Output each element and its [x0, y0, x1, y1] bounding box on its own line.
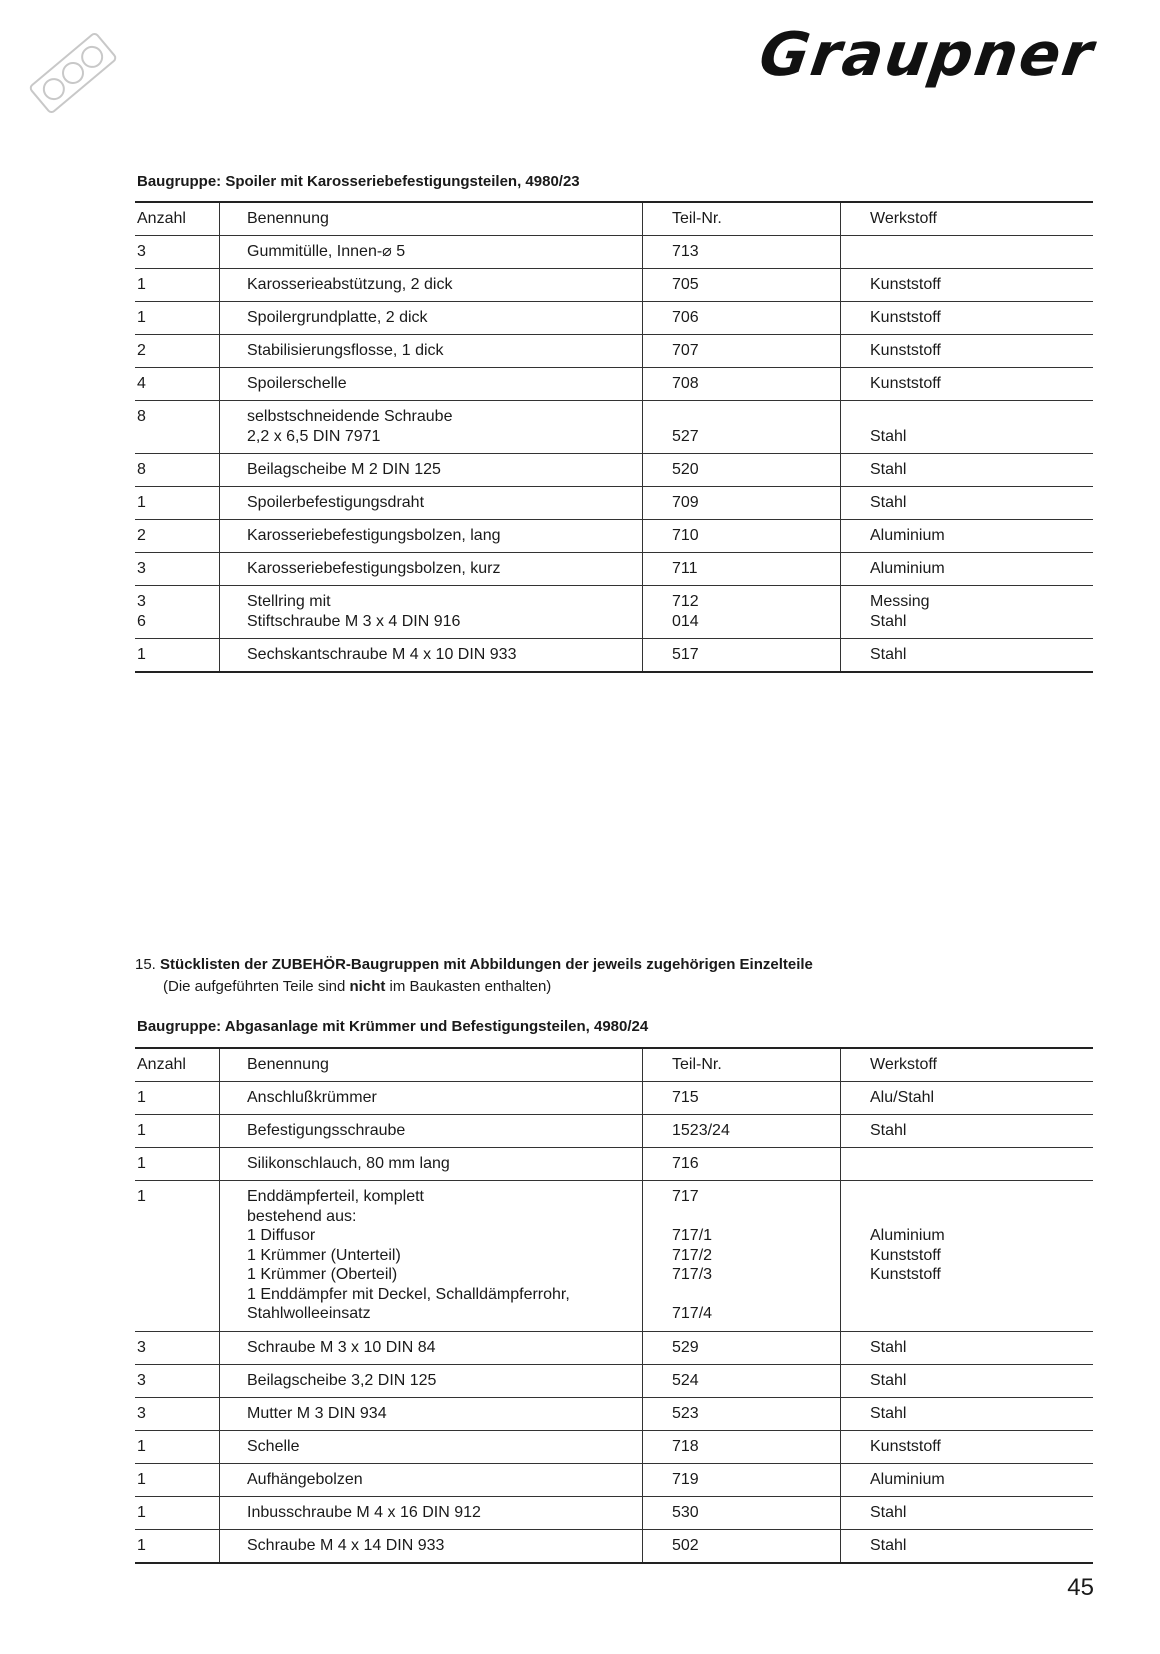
column-header-label: Teil-Nr.: [672, 210, 722, 228]
material-cell: [841, 1497, 1093, 1529]
cell-line: Mutter M 3 DIN 934: [247, 1404, 387, 1422]
cell-line: 1: [137, 1470, 146, 1488]
table-row: [135, 553, 1093, 586]
table-row: [135, 401, 1093, 454]
cell-line: Silikonschlauch, 80 mm lang: [247, 1155, 450, 1172]
part-number-cell: [643, 236, 841, 268]
name-cell: [220, 1464, 643, 1496]
material-cell: [841, 1398, 1093, 1430]
section15-number: 15.: [135, 956, 156, 973]
cell-line: Stahl: [870, 494, 907, 511]
cell-line: Anschlußkrümmer: [247, 1089, 377, 1106]
cell-line: 8: [137, 461, 146, 478]
cell-line: Stahl: [870, 646, 907, 663]
cell-line: Stabilisierungsflosse, 1 dick: [247, 342, 444, 359]
table-row: [135, 1148, 1093, 1181]
cell-line: 717/1: [672, 1227, 713, 1244]
cell-line: Beilagscheibe M 2 DIN 125: [247, 461, 441, 478]
cell-line: Stiftschraube M 3 x 4 DIN 916: [247, 612, 461, 630]
cell-line: 524: [672, 1371, 699, 1389]
cell-line: [137, 1207, 219, 1227]
cell-line: 717: [672, 1188, 699, 1205]
name-cell: [220, 1115, 643, 1147]
cell-line: Karosseriebefestigungsbolzen, kurz: [247, 560, 501, 577]
material-cell: [841, 236, 1093, 268]
material-cell: [841, 1431, 1093, 1463]
table-row: [135, 1530, 1093, 1564]
cell-line: 523: [672, 1404, 699, 1422]
table-row: [135, 1431, 1093, 1464]
cell-line: Aluminium: [870, 1227, 945, 1244]
section15-subtitle: [163, 978, 551, 995]
cell-line: 4: [137, 375, 146, 392]
cell-line: 1 Krümmer (Oberteil): [247, 1266, 398, 1283]
cell-line: [870, 242, 1093, 262]
cell-line: 711: [672, 560, 698, 577]
column-header-label: Werkstoff: [870, 210, 937, 228]
cell-line: [137, 1246, 219, 1266]
cell-line: [870, 1304, 1093, 1324]
parts-table-spoiler: [135, 201, 1093, 673]
cell-line: Spoilerbefestigungsdraht: [247, 494, 425, 511]
cell-line: Spoilergrundplatte, 2 dick: [247, 309, 428, 326]
cell-line: Kunststoff: [870, 342, 941, 359]
cell-line: 1: [137, 1437, 146, 1455]
cell-line: 716: [672, 1155, 699, 1172]
cell-line: Stahl: [870, 1371, 907, 1389]
cell-line: [137, 1304, 219, 1324]
cell-line: 6: [137, 612, 146, 630]
cell-line: Kunststoff: [870, 375, 941, 392]
material-cell: [841, 302, 1093, 334]
material-cell: [841, 586, 1093, 638]
qty-cell: [135, 1148, 220, 1180]
qty-cell: [135, 401, 220, 453]
cell-line: 706: [672, 309, 699, 326]
cell-line: 530: [672, 1503, 699, 1521]
cell-line: Befestigungsschraube: [247, 1122, 406, 1139]
cell-line: 502: [672, 1536, 699, 1554]
name-cell: [220, 1530, 643, 1562]
material-cell: [841, 639, 1093, 671]
column-header: [220, 1049, 643, 1081]
part-number-cell: [643, 1115, 841, 1147]
name-cell: [220, 335, 643, 367]
table-row: [135, 302, 1093, 335]
name-cell: [220, 454, 643, 486]
cell-line: 1: [137, 309, 146, 326]
part-number-cell: [643, 302, 841, 334]
cell-line: Gummitülle, Innen-⌀ 5: [247, 243, 406, 260]
part-number-cell: [643, 1497, 841, 1529]
cell-line: 8: [137, 408, 146, 425]
qty-cell: [135, 236, 220, 268]
cell-line: 1: [137, 646, 146, 663]
part-number-cell: [643, 368, 841, 400]
cell-line: [137, 427, 219, 447]
column-header-label: Anzahl: [137, 1056, 186, 1074]
cell-line: 718: [672, 1437, 699, 1455]
name-cell: [220, 269, 643, 301]
cell-line: Aluminium: [870, 527, 945, 544]
material-cell: [841, 401, 1093, 453]
cell-line: Kunststoff: [870, 309, 941, 326]
cell-line: [137, 1285, 219, 1305]
cell-line: Kunststoff: [870, 1246, 941, 1264]
cell-line: 3: [137, 1371, 146, 1389]
part-number-cell: [643, 586, 841, 638]
column-header: [643, 1049, 841, 1081]
cell-line: 717/3: [672, 1266, 713, 1283]
cell-line: 014: [672, 612, 699, 630]
table-row: [135, 269, 1093, 302]
column-header: [841, 203, 1093, 235]
cell-line: 1 Diffusor: [247, 1227, 316, 1244]
material-cell: [841, 335, 1093, 367]
section15-sub-post: im Baukasten enthalten): [385, 978, 552, 995]
cell-line: 717/2: [672, 1246, 713, 1264]
cell-line: 1: [137, 1155, 146, 1172]
column-header: [841, 1049, 1093, 1081]
part-number-cell: [643, 454, 841, 486]
table-row: [135, 1365, 1093, 1398]
cell-line: [672, 1207, 840, 1227]
table-row: [135, 1497, 1093, 1530]
cell-line: Stahl: [870, 1338, 907, 1356]
cell-line: selbstschneidende Schraube: [247, 408, 453, 425]
cell-line: [870, 1187, 1093, 1207]
part-number-cell: [643, 1431, 841, 1463]
table-row: [135, 520, 1093, 553]
cell-line: 1: [137, 276, 146, 293]
cell-line: [870, 1154, 1093, 1174]
material-cell: [841, 1332, 1093, 1364]
cell-line: Aluminium: [870, 560, 945, 577]
table-row: [135, 639, 1093, 673]
column-header-label: Teil-Nr.: [672, 1056, 722, 1074]
qty-cell: [135, 1398, 220, 1430]
cell-line: Inbusschraube M 4 x 16 DIN 912: [247, 1503, 481, 1521]
section1-heading: Baugruppe: Spoiler mit Karosseriebefestigungsteilen, 4980/23: [137, 173, 580, 190]
cell-line: 520: [672, 461, 699, 478]
material-cell: [841, 1365, 1093, 1397]
material-cell: [841, 1082, 1093, 1114]
part-number-cell: [643, 639, 841, 671]
graupner-logo: Graupner: [755, 20, 1099, 90]
material-cell: [841, 269, 1093, 301]
cell-line: [672, 407, 840, 427]
cell-line: [870, 407, 1093, 427]
part-number-cell: [643, 553, 841, 585]
section2-heading: Baugruppe: Abgasanlage mit Krümmer und Befestigungsteilen, 4980/24: [137, 1018, 649, 1035]
cell-line: Stahl: [870, 427, 907, 445]
material-cell: [841, 1181, 1093, 1331]
name-cell: [220, 1181, 643, 1331]
name-cell: [220, 401, 643, 453]
section15-sub-pre: (Die aufgeführten Teile sind: [163, 978, 350, 995]
column-header-label: Benennung: [247, 1056, 329, 1074]
material-cell: [841, 1464, 1093, 1496]
name-cell: [220, 1398, 643, 1430]
qty-cell: [135, 269, 220, 301]
qty-cell: [135, 1082, 220, 1114]
cell-line: 713: [672, 243, 699, 260]
cell-line: 3: [137, 1404, 146, 1422]
name-cell: [220, 1332, 643, 1364]
cell-line: Enddämpferteil, komplett: [247, 1188, 424, 1205]
cell-line: 707: [672, 342, 699, 359]
name-cell: [220, 1148, 643, 1180]
name-cell: [220, 1497, 643, 1529]
cell-line: Kunststoff: [870, 1437, 941, 1455]
qty-cell: [135, 586, 220, 638]
cell-line: 709: [672, 494, 699, 511]
cell-line: [870, 1285, 1093, 1305]
qty-cell: [135, 1365, 220, 1397]
cell-line: 2: [137, 527, 146, 544]
cell-line: 717/4: [672, 1305, 713, 1322]
cell-line: Stahl: [870, 1536, 907, 1554]
part-number-cell: [643, 1332, 841, 1364]
cell-line: 1: [137, 1536, 146, 1554]
cell-line: Alu/Stahl: [870, 1089, 935, 1106]
material-cell: [841, 454, 1093, 486]
cell-line: Kunststoff: [870, 276, 941, 293]
table-row: [135, 1181, 1093, 1332]
table-row: [135, 335, 1093, 368]
name-cell: [220, 586, 643, 638]
table-row: [135, 1464, 1093, 1497]
cell-line: 1: [137, 1503, 146, 1521]
qty-cell: [135, 1115, 220, 1147]
qty-cell: [135, 1530, 220, 1562]
cell-line: 3: [137, 243, 146, 260]
cell-line: 1 Krümmer (Unterteil): [247, 1246, 401, 1264]
cell-line: 529: [672, 1338, 699, 1356]
cell-line: 1: [137, 1188, 146, 1205]
part-number-cell: [643, 487, 841, 519]
cell-line: Stahl: [870, 461, 907, 478]
cell-line: 719: [672, 1470, 699, 1488]
cell-line: 715: [672, 1089, 699, 1106]
cell-line: Spoilerschelle: [247, 375, 347, 392]
cell-line: 3: [137, 560, 146, 577]
cell-line: Aluminium: [870, 1470, 945, 1488]
cell-line: Messing: [870, 593, 930, 610]
table-row: [135, 1332, 1093, 1365]
qty-cell: [135, 553, 220, 585]
material-cell: [841, 1115, 1093, 1147]
section15-sub-bold: nicht: [349, 978, 386, 995]
column-header: [135, 1049, 220, 1081]
rc-paper-stamp-logo: [18, 18, 128, 128]
name-cell: [220, 1365, 643, 1397]
part-number-cell: [643, 1398, 841, 1430]
column-header-label: Benennung: [247, 210, 329, 228]
name-cell: [220, 368, 643, 400]
cell-line: 708: [672, 375, 699, 392]
parts-table-exhaust: [135, 1047, 1093, 1564]
qty-cell: [135, 520, 220, 552]
section15-title: [135, 956, 813, 973]
table-row: [135, 586, 1093, 639]
cell-line: [137, 1226, 219, 1246]
part-number-cell: [643, 1365, 841, 1397]
cell-line: Kunststoff: [870, 1266, 941, 1283]
cell-line: 710: [672, 527, 699, 544]
column-header-label: Anzahl: [137, 210, 186, 228]
cell-line: 1523/24: [672, 1122, 730, 1139]
cell-line: Stahl: [870, 1122, 907, 1139]
qty-cell: [135, 1181, 220, 1331]
cell-line: 705: [672, 276, 699, 293]
material-cell: [841, 520, 1093, 552]
cell-line: Schraube M 4 x 14 DIN 933: [247, 1536, 445, 1554]
table-row: [135, 368, 1093, 401]
material-cell: [841, 487, 1093, 519]
cell-line: Sechskantschraube M 4 x 10 DIN 933: [247, 646, 517, 663]
cell-line: [870, 1207, 1093, 1227]
cell-line: 3: [137, 593, 146, 610]
cell-line: bestehend aus:: [247, 1207, 357, 1225]
part-number-cell: [643, 520, 841, 552]
name-cell: [220, 1082, 643, 1114]
cell-line: Stahl: [870, 1404, 907, 1422]
cell-line: Stahl: [870, 612, 907, 630]
cell-line: 712: [672, 593, 699, 610]
cell-line: Aufhängebolzen: [247, 1470, 363, 1488]
part-number-cell: [643, 335, 841, 367]
table-row: [135, 1398, 1093, 1431]
qty-cell: [135, 335, 220, 367]
page-number: 45: [1067, 1574, 1094, 1601]
table-row: [135, 487, 1093, 520]
material-cell: [841, 1530, 1093, 1562]
qty-cell: [135, 1464, 220, 1496]
material-cell: [841, 1148, 1093, 1180]
cell-line: 1: [137, 1122, 146, 1139]
column-header: [643, 203, 841, 235]
part-number-cell: [643, 1530, 841, 1562]
material-cell: [841, 368, 1093, 400]
cell-line: Karosserieabstützung, 2 dick: [247, 276, 453, 293]
section15-title-bold: Stücklisten der ZUBEHÖR-Baugruppen mit Abbildungen der jeweils zugehörigen Einzelteile: [160, 956, 813, 973]
qty-cell: [135, 1332, 220, 1364]
cell-line: Karosseriebefestigungsbolzen, lang: [247, 527, 501, 544]
qty-cell: [135, 639, 220, 671]
qty-cell: [135, 302, 220, 334]
cell-line: 527: [672, 427, 699, 445]
qty-cell: [135, 454, 220, 486]
cell-line: 1: [137, 1089, 146, 1106]
column-header-label: Werkstoff: [870, 1056, 937, 1074]
cell-line: 2: [137, 342, 146, 359]
part-number-cell: [643, 1148, 841, 1180]
part-number-cell: [643, 269, 841, 301]
name-cell: [220, 236, 643, 268]
name-cell: [220, 520, 643, 552]
cell-line: Beilagscheibe 3,2 DIN 125: [247, 1371, 437, 1389]
cell-line: Stahlwolleeinsatz: [247, 1305, 371, 1322]
cell-line: 3: [137, 1338, 146, 1356]
qty-cell: [135, 487, 220, 519]
column-header: [135, 203, 220, 235]
cell-line: Stahl: [870, 1503, 907, 1521]
table-header-row: [135, 201, 1093, 236]
cell-line: Schraube M 3 x 10 DIN 84: [247, 1338, 436, 1356]
qty-cell: [135, 1497, 220, 1529]
name-cell: [220, 487, 643, 519]
table-row: [135, 1115, 1093, 1148]
part-number-cell: [643, 401, 841, 453]
table-row: [135, 236, 1093, 269]
cell-line: 517: [672, 646, 699, 663]
name-cell: [220, 553, 643, 585]
part-number-cell: [643, 1181, 841, 1331]
column-header: [220, 203, 643, 235]
table-row: [135, 1082, 1093, 1115]
cell-line: [672, 1285, 840, 1305]
qty-cell: [135, 1431, 220, 1463]
table-row: [135, 454, 1093, 487]
cell-line: Schelle: [247, 1437, 300, 1455]
name-cell: [220, 1431, 643, 1463]
name-cell: [220, 302, 643, 334]
cell-line: [137, 1265, 219, 1285]
cell-line: 2,2 x 6,5 DIN 7971: [247, 427, 381, 445]
part-number-cell: [643, 1464, 841, 1496]
cell-line: 1 Enddämpfer mit Deckel, Schalldämpferrohr,: [247, 1285, 570, 1303]
name-cell: [220, 639, 643, 671]
table-header-row: [135, 1047, 1093, 1082]
part-number-cell: [643, 1082, 841, 1114]
qty-cell: [135, 368, 220, 400]
cell-line: 1: [137, 494, 146, 511]
cell-line: Stellring mit: [247, 593, 331, 610]
material-cell: [841, 553, 1093, 585]
